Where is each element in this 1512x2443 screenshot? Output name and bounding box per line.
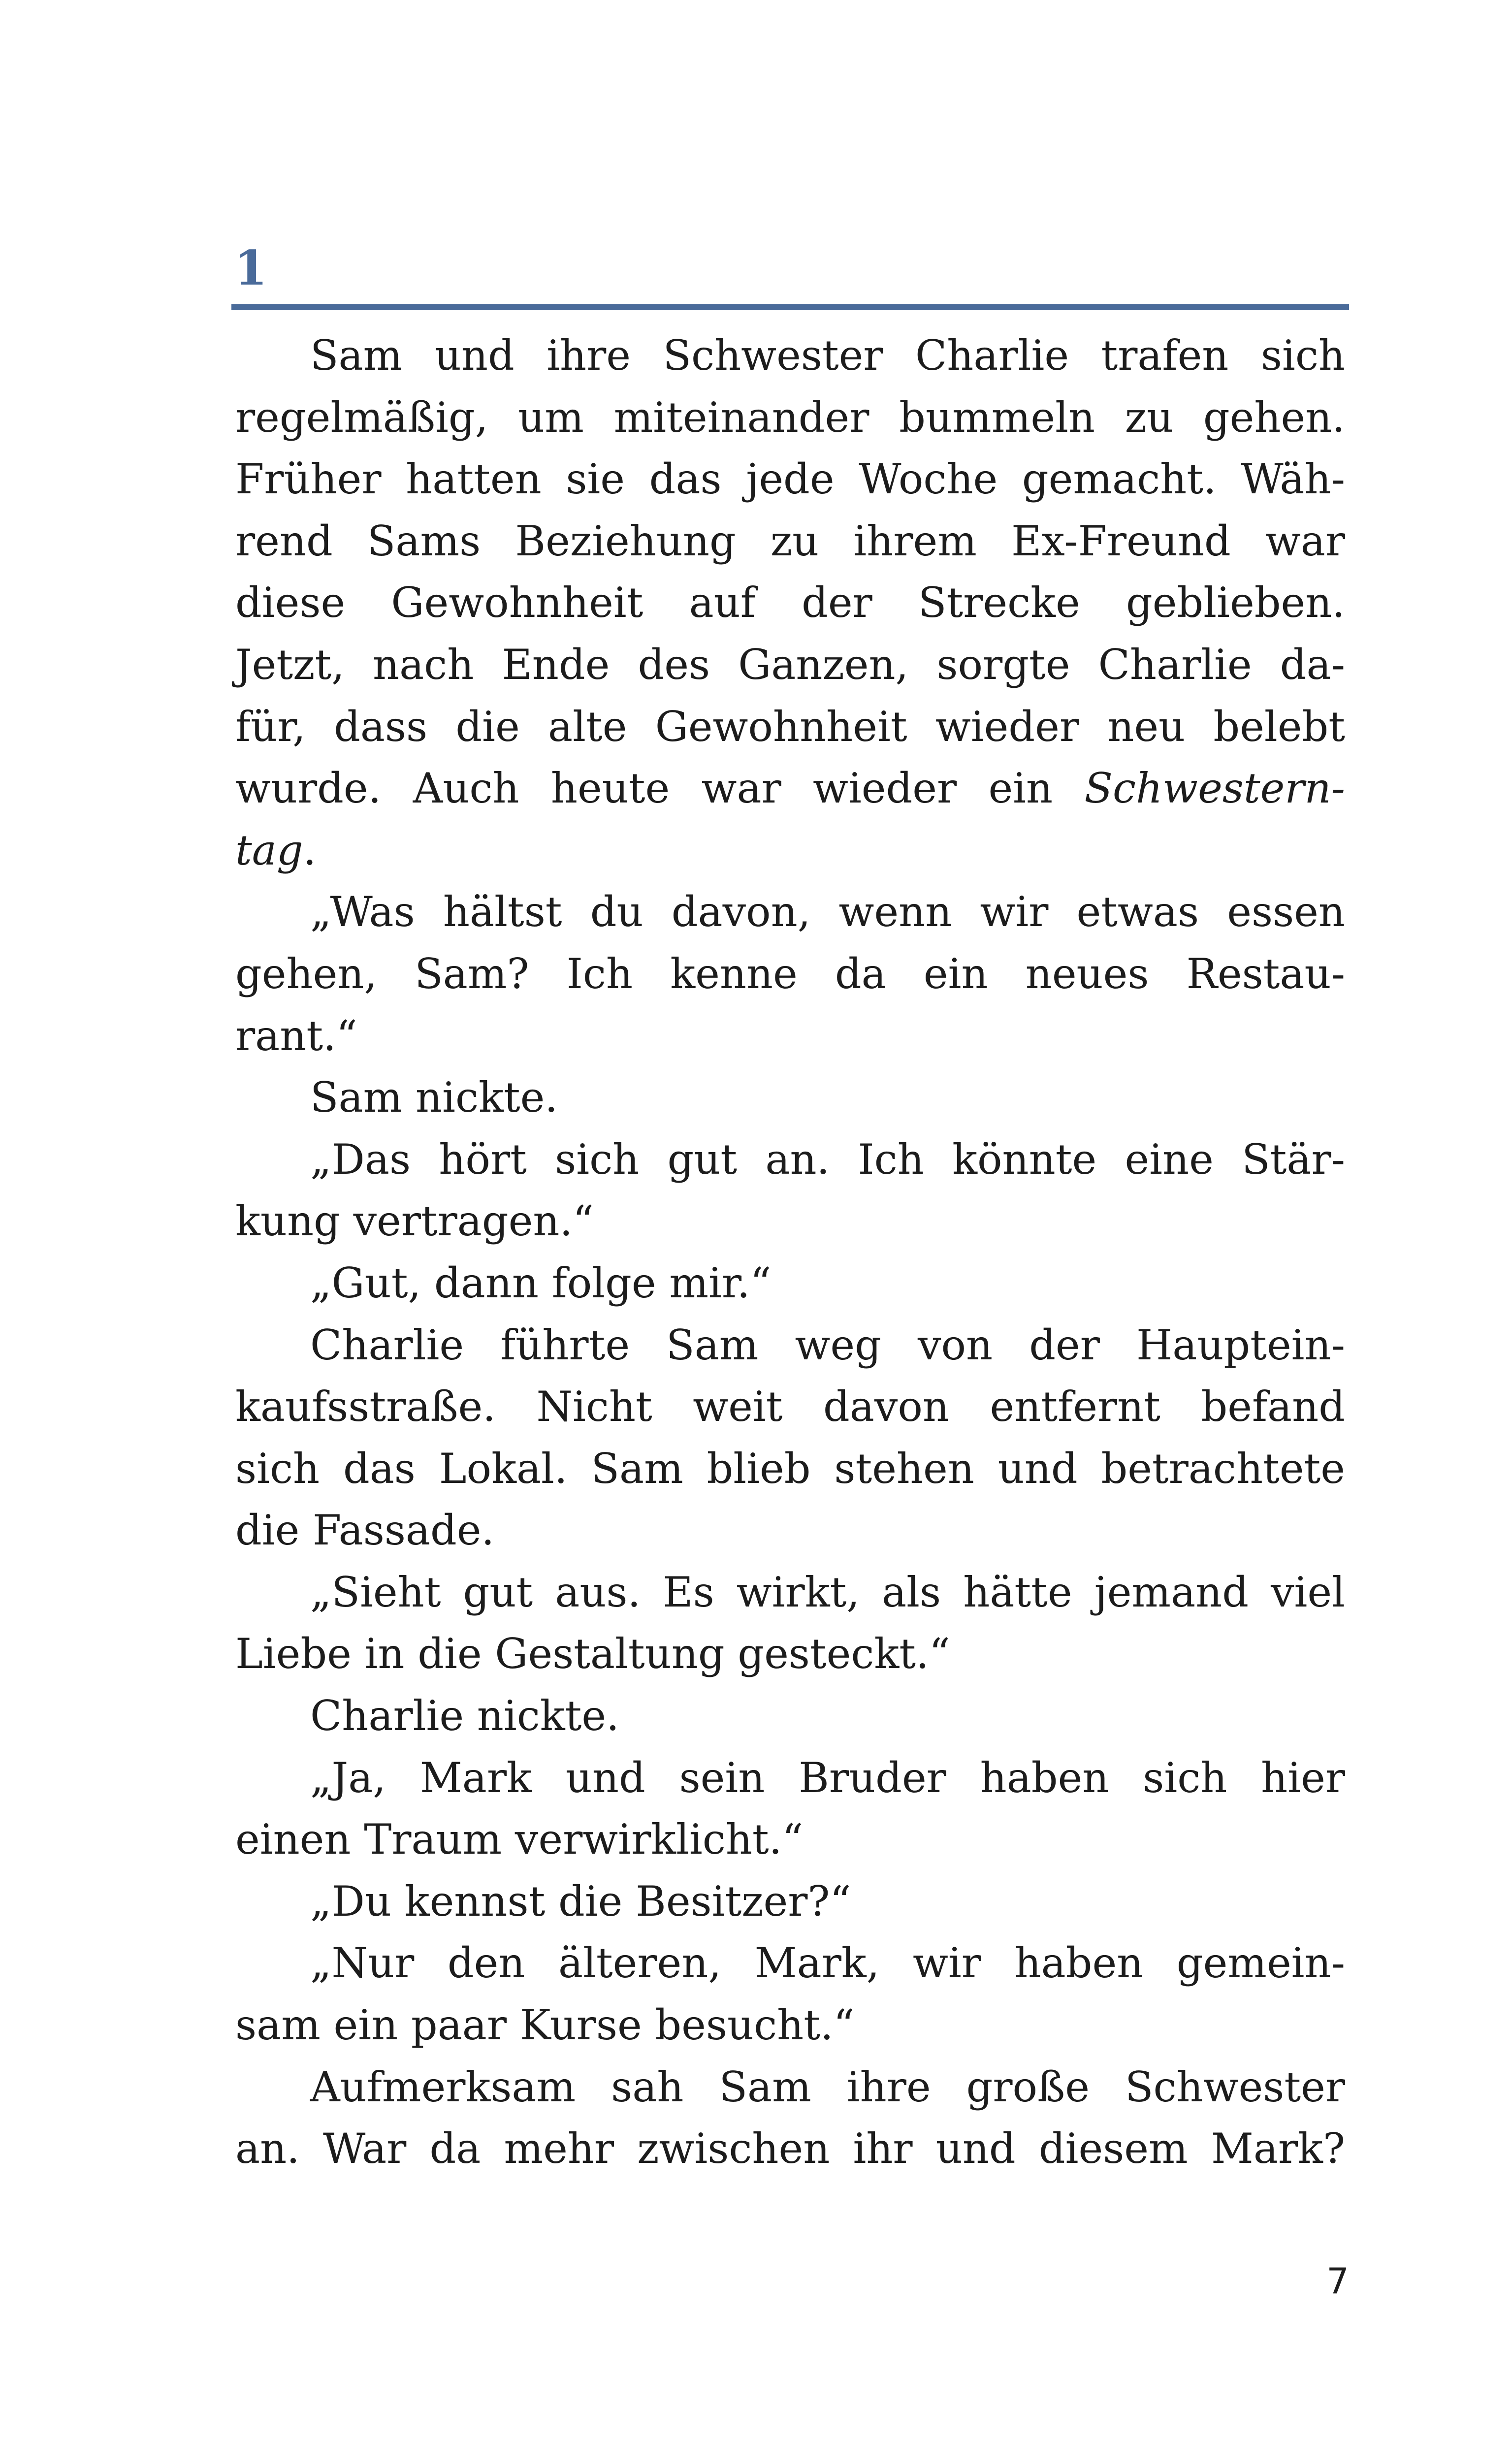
text-line: Charlie führte Sam weg von der Hauptein- [310, 1320, 1345, 1369]
paragraph [235, 1253, 1345, 1315]
text-line: „Das hört sich gut an. Ich könnte eine Stär- [310, 1135, 1345, 1184]
page-number: 7 [1326, 2260, 1349, 2302]
text-line: rend Sams Beziehung zu ihrem Ex-Freund war [235, 516, 1345, 565]
text-line: „Du kennst die Besitzer?“ [310, 1877, 851, 1926]
text-line: Charlie nickte. [310, 1692, 619, 1740]
text-line: sich das Lokal. Sam blieb stehen und betrachtete [235, 1444, 1345, 1493]
text-line: Sam nickte. [310, 1073, 558, 1122]
italic-word: Schwestern- [1084, 764, 1345, 813]
text-line: „Nur den älteren, Mark, wir haben gemein- [310, 1939, 1345, 1988]
text-segment: wurde. Auch heute war wieder ein [235, 764, 1053, 813]
body-text [235, 325, 1345, 2180]
paragraph [235, 1871, 1345, 1933]
paragraph [235, 1562, 1345, 1685]
paragraph [235, 1685, 1345, 1747]
text-line: „Sieht gut aus. Es wirkt, als hätte jemand viel [310, 1568, 1345, 1616]
text-line: regelmäßig, um miteinander bummeln zu gehen. [235, 393, 1345, 442]
text-line: rant.“ [235, 1011, 357, 1060]
italic-word: tag [235, 826, 303, 874]
paragraph [235, 1932, 1345, 2056]
text-line: Früher hatten sie das jede Woche gemacht. Wäh- [235, 455, 1345, 504]
text-line: gehen, Sam? Ich kenne da ein neues Restau- [235, 949, 1345, 998]
chapter-rule [231, 304, 1349, 310]
paragraph [235, 1129, 1345, 1253]
paragraph [235, 1315, 1345, 1562]
text-line: kung vertragen.“ [235, 1197, 594, 1246]
text-line: „Ja, Mark und sein Bruder haben sich hier [310, 1753, 1345, 1802]
paragraph [235, 325, 1345, 881]
text-line: „Gut, dann folge mir.“ [310, 1258, 772, 1307]
text-line: diese Gewohnheit auf der Strecke geblieben. [235, 579, 1345, 627]
text-line: einen Traum verwirklicht.“ [235, 1815, 804, 1864]
text-line: „Was hältst du davon, wenn wir etwas essen [310, 888, 1345, 936]
text-line: Sam und ihre Schwester Charlie trafen sich [310, 331, 1345, 380]
text-line: Jetzt, nach Ende des Ganzen, sorgte Charlie da- [235, 640, 1345, 689]
paragraph [235, 1067, 1345, 1129]
text-line: Liebe in die Gestaltung gesteckt.“ [235, 1630, 950, 1678]
text-line: an. War da mehr zwischen ihr und diesem Mark? [235, 2124, 1345, 2173]
paragraph [235, 2057, 1345, 2180]
text-line: die Fassade. [235, 1506, 495, 1555]
chapter-number: 1 [234, 240, 267, 296]
paragraph [235, 1747, 1345, 1871]
paragraph [235, 881, 1345, 1067]
text-line: Aufmerksam sah Sam ihre große Schwester [310, 2062, 1345, 2111]
chapter-heading [231, 236, 1349, 310]
text-line [235, 758, 1345, 820]
text-line: für, dass die alte Gewohnheit wieder neu belebt [235, 702, 1345, 751]
text-line: kaufsstraße. Nicht weit davon entfernt befand [235, 1382, 1345, 1431]
text-segment: . [303, 826, 317, 874]
text-line: sam ein paar Kurse besucht.“ [235, 2001, 855, 2050]
text-line [235, 820, 1345, 882]
